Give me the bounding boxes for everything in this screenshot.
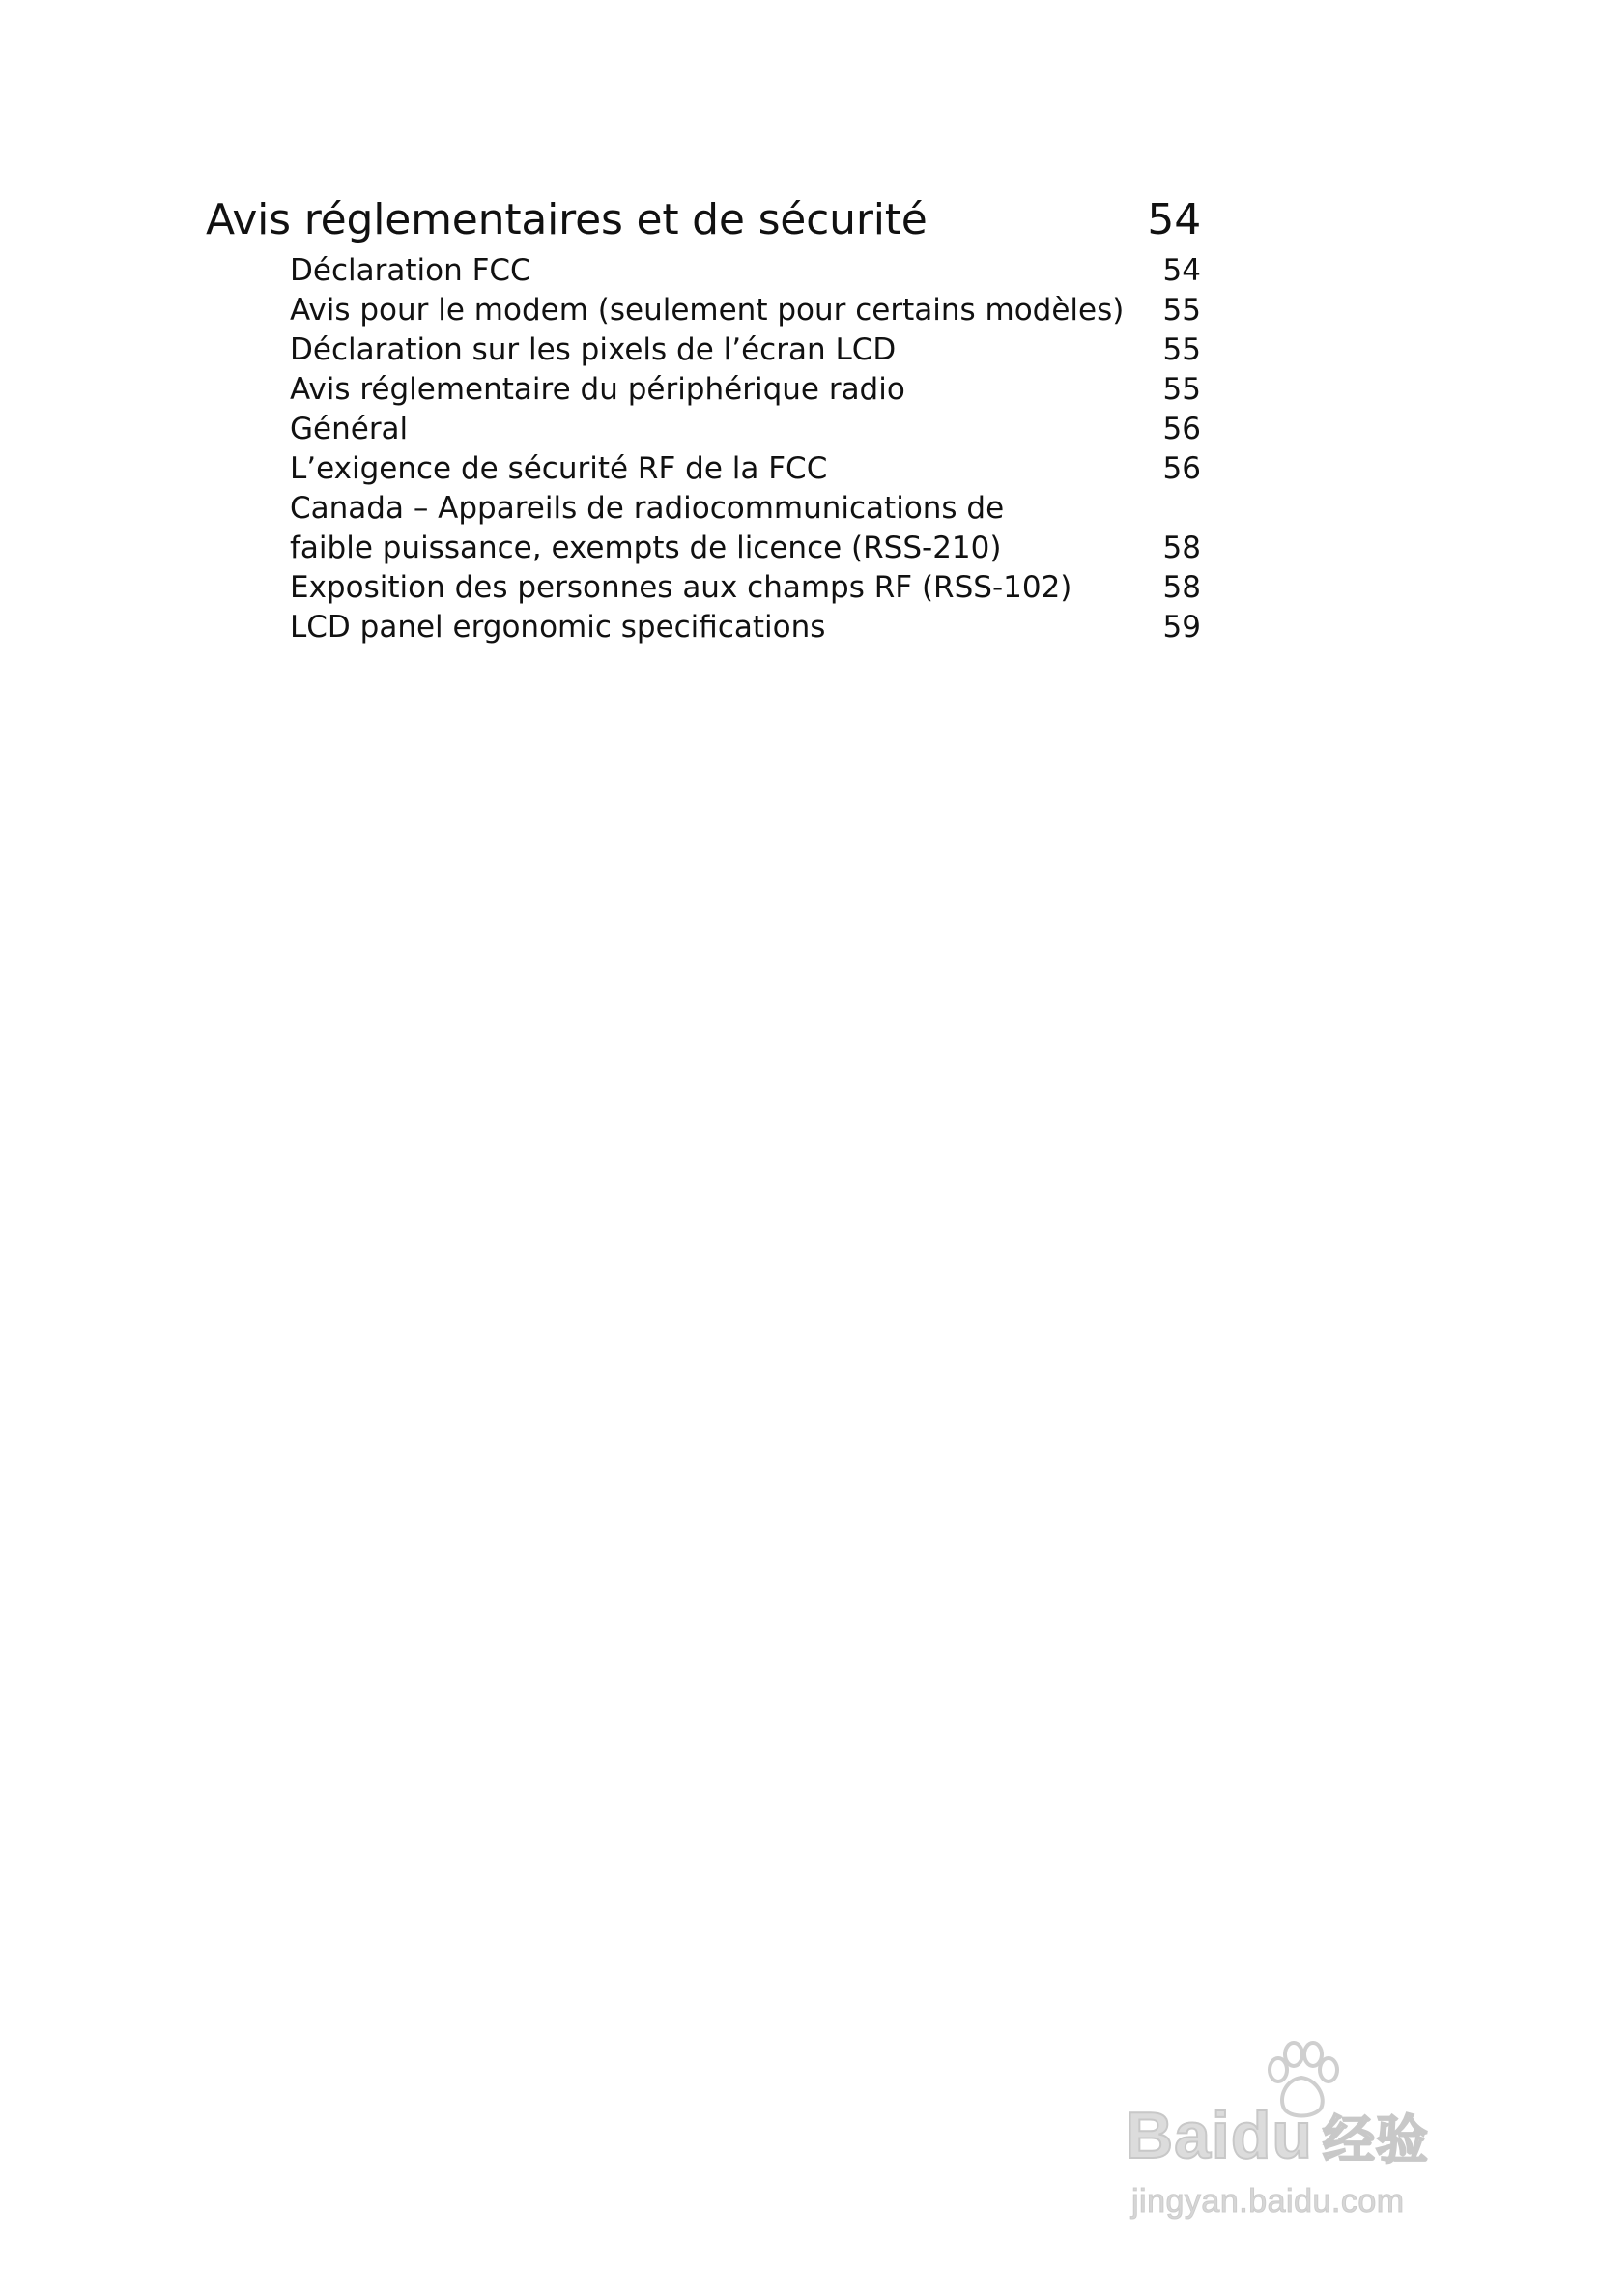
- toc-entry-title: [290, 568, 1124, 608]
- toc-entry-title-line: Avis pour le modem (seulement pour certains modèles): [290, 293, 1125, 328]
- toc-entry-list: [206, 251, 1201, 647]
- toc-entry-title: [290, 410, 1124, 449]
- toc-entry-title: [290, 330, 1124, 370]
- toc-entry[interactable]: [206, 370, 1201, 410]
- toc-entry-page-number: 56: [1162, 412, 1201, 446]
- toc-entry-title-line: Avis réglementaire du périphérique radio: [290, 372, 905, 407]
- toc-entry-title: [290, 608, 1124, 647]
- toc-entry[interactable]: [206, 410, 1201, 449]
- watermark-brand: [1126, 2097, 1429, 2179]
- toc-entry-page-number: 56: [1162, 451, 1201, 486]
- watermark-url: jingyan.baidu.com: [1131, 2183, 1405, 2220]
- toc-entry-title: [290, 449, 1124, 489]
- toc-entry-page-number: 58: [1162, 531, 1201, 565]
- watermark-brand-suffix: 经验: [1322, 2111, 1429, 2169]
- toc-entry[interactable]: [206, 291, 1201, 330]
- toc-entry-page-number: 55: [1162, 372, 1201, 407]
- toc-entry-title-line: Déclaration sur les pixels de l’écran LCD: [290, 332, 897, 367]
- toc-entry-title-line: Général: [290, 412, 409, 446]
- toc-section-title: Avis réglementaires et de sécurité: [206, 195, 928, 244]
- toc-entry-title-line: Canada – Appareils de radiocommunications de: [290, 491, 1005, 526]
- watermark-brand-name: Baidu: [1126, 2099, 1313, 2172]
- toc-entry-title-line: Exposition des personnes aux champs RF (RSS-102): [290, 570, 1072, 605]
- toc-entry-title: [290, 251, 1124, 291]
- toc-section-heading[interactable]: [206, 189, 1201, 251]
- toc-entry[interactable]: [206, 330, 1201, 370]
- toc-entry-title: [290, 489, 1124, 568]
- toc-entry-title-line: L’exigence de sécurité RF de la FCC: [290, 451, 828, 486]
- toc-entry[interactable]: [206, 449, 1201, 489]
- toc-entry-page-number: 55: [1162, 293, 1201, 328]
- toc-entry-title: [290, 291, 1124, 330]
- toc-entry[interactable]: [206, 489, 1201, 568]
- toc-entry-page-number: 58: [1162, 570, 1201, 605]
- toc-entry-page-number: 54: [1162, 253, 1201, 288]
- toc-entry-title: [290, 370, 1124, 410]
- toc-entry[interactable]: [206, 251, 1201, 291]
- toc-entry-title-line: faible puissance, exempts de licence (RSS-210): [290, 531, 1002, 565]
- toc-entry[interactable]: [206, 568, 1201, 608]
- toc-entry-title-line: Déclaration FCC: [290, 253, 531, 288]
- toc-entry-title-line: LCD panel ergonomic specifications: [290, 610, 826, 645]
- toc-entry[interactable]: [206, 608, 1201, 647]
- toc-section-page-number: 54: [1147, 195, 1201, 244]
- table-of-contents: [206, 189, 1201, 647]
- toc-entry-page-number: 55: [1162, 332, 1201, 367]
- baidu-jingyan-watermark: [1126, 2041, 1512, 2220]
- toc-entry-page-number: 59: [1162, 610, 1201, 645]
